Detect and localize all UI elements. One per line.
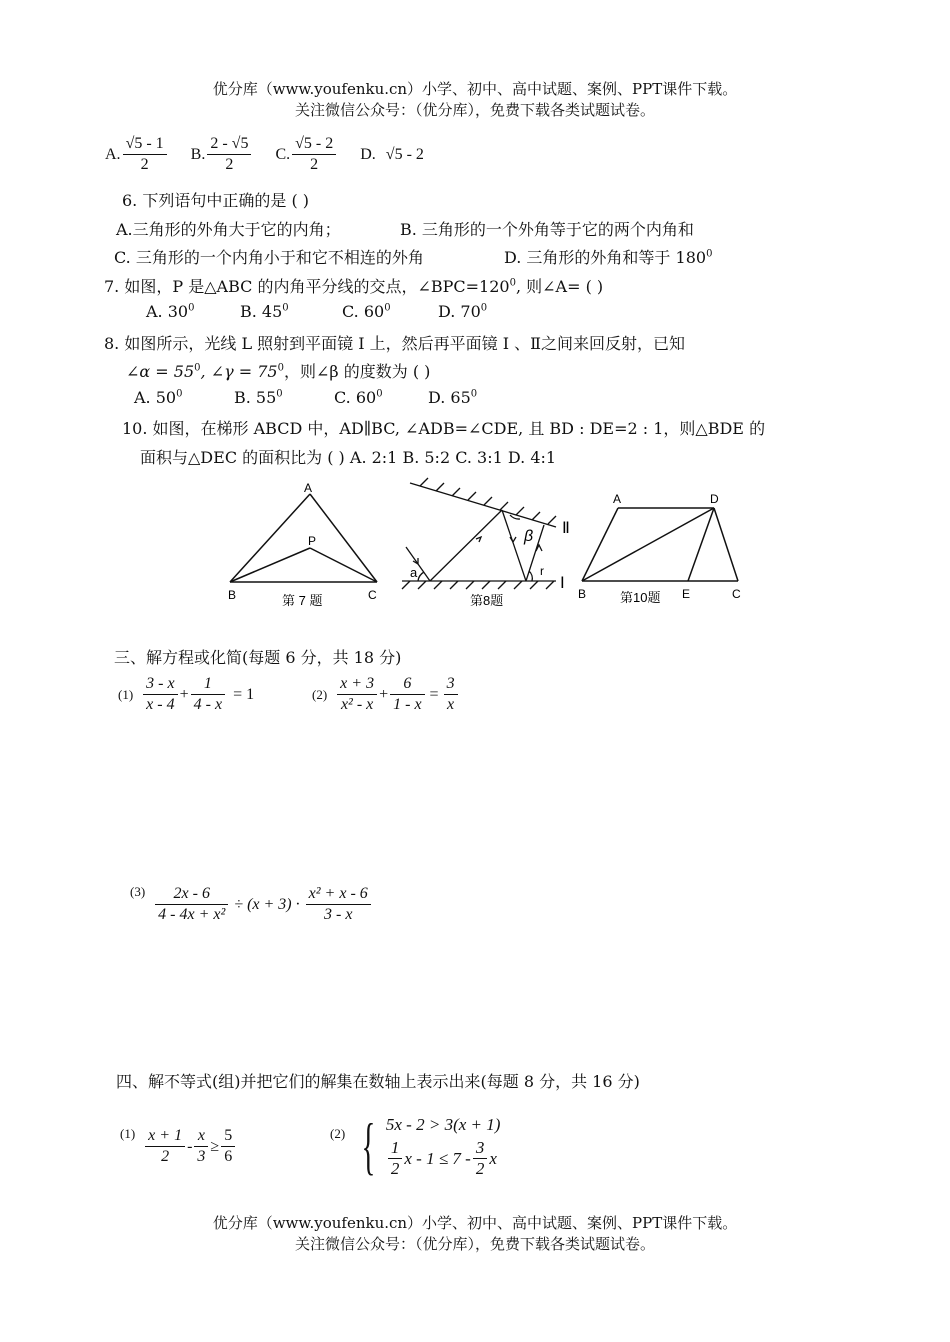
q5-d-label: D. [360, 145, 376, 163]
q8-stem: 8. 如图所示，光线 L 照射到平面镜 Ⅰ 上，然后再平面镜 Ⅰ 、Ⅱ之间来回反射，已知 [104, 334, 686, 353]
q6-option-c: C. 三角形的一个内角小于和它不相连的外角 [114, 248, 424, 267]
q5-b-fraction: $\frac{2 - √5}{2}$ [207, 134, 251, 175]
figure-7 [230, 494, 377, 582]
q6-stem: 6. 下列语句中正确的是 ( ) [122, 191, 310, 210]
sec4-p2-line-2: $\frac{1}{2}$ x - 1 ≤ 7 - $\frac{3}{2}$ x [386, 1138, 501, 1179]
sec4-problem-1: (1) $\frac{x + 1}{2}$ - $\frac{x}{3}$ ≥ $\frac{5}{6}$ [120, 1126, 237, 1167]
fig8-label-mirror-1: Ⅰ [560, 575, 565, 592]
figure-10 [582, 508, 738, 581]
figures-strip [0, 475, 950, 615]
sec3-problem-2: (2) $\frac{x + 3}{\text{x² - x}}$ + $\frac{6}{1 - x}$ = $\frac{3}{x}$ [312, 674, 460, 715]
q7-option-d: D. $70^0$ [438, 302, 488, 321]
fig7-label-b: B [228, 588, 237, 602]
fig8-label-alpha: a [410, 565, 418, 580]
q8-option-d: D. $65^0$ [428, 388, 478, 407]
fig8-caption: 第8题 [470, 593, 504, 608]
fig7-label-a: A [304, 481, 313, 495]
q6-option-d: D. 三角形的外角和等于 $180^0$ [504, 248, 713, 267]
q7-stem: 7. 如图，P 是△ABC 的内角平分线的交点，$\angle BPC=120^0$, 则∠A= ( ) [104, 277, 604, 296]
fig10-label-c: C [732, 587, 741, 601]
q5-a-fraction: $\frac{√5 - 1}{2}$ [123, 134, 167, 175]
section-3-title: 三、解方程或化简(每题 6 分，共 18 分) [114, 648, 402, 667]
q5-c-fraction: $\frac{√5 - 2}{2}$ [292, 134, 336, 175]
q8-condition: ∠α = $55^0$, ∠γ = $75^0$，则∠β 的度数为 ( ) [126, 362, 431, 381]
q8-option-b: B. $55^0$ [234, 388, 283, 407]
sec3-problem-3: (3) $\frac{2x - 6}{\text{4 - 4x + x²}}$ ÷ (x + 3) · $\frac{\text{x² + x - 6}}{3 - x}$ [130, 884, 373, 925]
fig10-label-b: B [578, 587, 587, 601]
fig10-label-e: E [682, 587, 691, 601]
fig8-label-beta: β [524, 528, 534, 545]
section-4-title: 四、解不等式(组)并把它们的解集在数轴上表示出来(每题 8 分，共 16 分) [116, 1072, 640, 1091]
sec3-problem-1: (1) $\frac{3 - x}{x - 4}$ + $\frac{1}{4 - x}$ = 1 [118, 675, 255, 713]
q5-c-label: C. [275, 145, 291, 163]
footer-line-1: 优分库（www.youfenku.cn）小学、初中、高中试题、案例、PPT课件下载。 [212, 1214, 738, 1232]
fig10-label-d: D [710, 492, 719, 506]
q5-b-label: B. [190, 145, 206, 163]
q7-option-a: A. $30^0$ [146, 302, 195, 321]
q6-option-a: A.三角形的外角大于它的内角； [116, 220, 341, 239]
q5-a-label: A. [105, 145, 121, 163]
fig10-label-a: A [613, 492, 622, 506]
q7-option-b: B. $45^0$ [240, 302, 289, 321]
sec4-problem-2: (2) { 5x - 2 > 3(x + 1) $\frac{1}{2}$ x - 1 ≤ 7 - $\frac{3}{2}$ x [330, 1109, 501, 1181]
q6-option-b: B. 三角形的一个外角等于它的两个内角和 [400, 220, 694, 239]
fig7-label-c: C [368, 588, 377, 602]
q8-option-a: A. $50^0$ [134, 388, 183, 407]
q8-option-c: C. $60^0$ [334, 388, 383, 407]
header-line-1: 优分库（www.youfenku.cn）小学、初中、高中试题、案例、PPT课件下载。 [212, 80, 738, 98]
sec4-p2-line-1: 5x - 2 > 3(x + 1) [385, 1115, 501, 1134]
q5-d-value: √5 - 2 [385, 145, 424, 163]
q10-stem: 10. 如图，在梯形 ABCD 中，AD∥BC, ∠ADB=∠CDE, 且 BD : DE=2 : 1，则△BDE 的 [122, 419, 766, 438]
q7-option-c: C. $60^0$ [342, 302, 391, 321]
q10-stem-2: 面积与△DEC 的面积比为 ( ) A. 2:1 B. 5:2 C. 3:1 D. 4:1 [140, 448, 557, 467]
header-line-2: 关注微信公众号：（优分库），免费下载各类试题试卷。 [294, 101, 655, 119]
q5-options [105, 134, 424, 175]
fig7-caption: 第 7 题 [282, 593, 323, 608]
fig10-caption: 第10题 [620, 590, 661, 605]
footer-line-2: 关注微信公众号：（优分库），免费下载各类试题试卷。 [294, 1235, 655, 1253]
system-brace: { [361, 1109, 376, 1181]
fig7-label-p: P [308, 534, 317, 548]
fig8-label-gamma: r [540, 564, 544, 578]
fig8-label-mirror-2: Ⅱ [562, 520, 570, 537]
